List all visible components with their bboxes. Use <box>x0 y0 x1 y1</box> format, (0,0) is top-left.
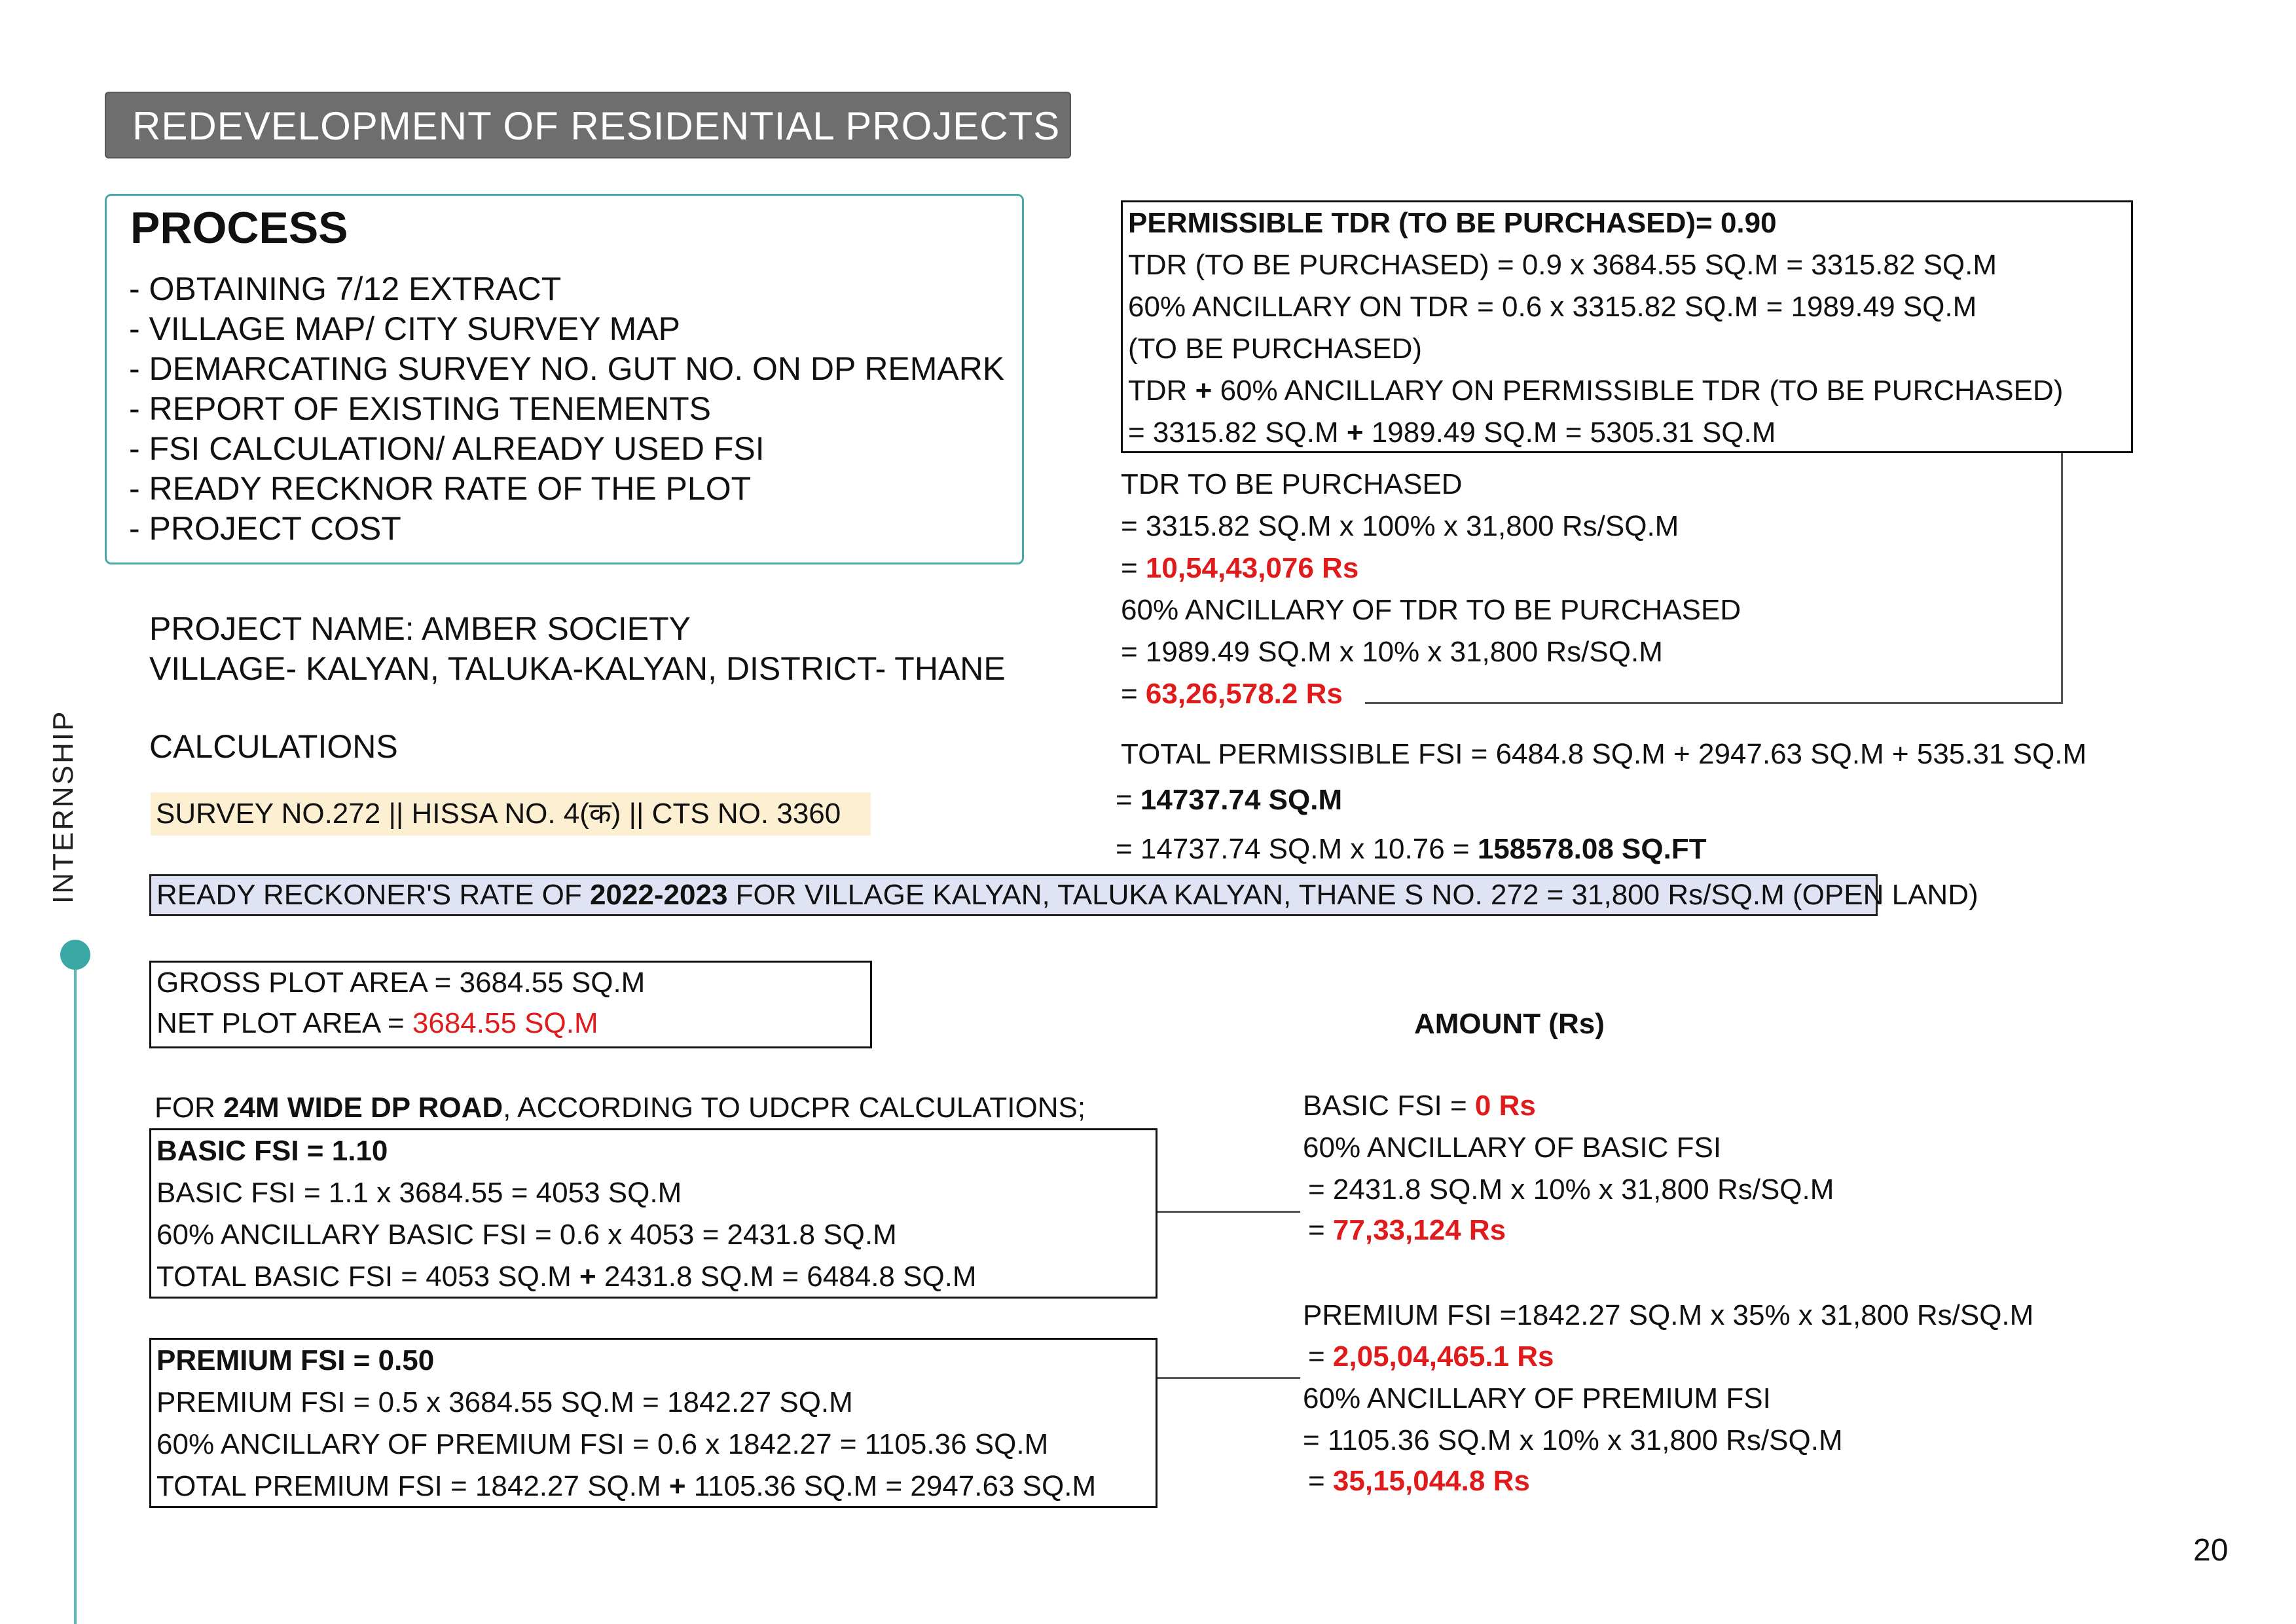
eq-sign: = <box>1116 784 1140 816</box>
timeline-dot <box>60 940 90 970</box>
tdr-sum-d: 1989.49 SQ.M = 5305.31 SQ.M <box>1363 416 1776 449</box>
total-fsi-sqm <box>1116 779 1342 821</box>
premium-total-b: 1105.36 SQ.M = 2947.63 SQ.M <box>685 1470 1097 1502</box>
basic-fsi-total <box>151 1256 1156 1298</box>
process-list <box>129 269 1004 549</box>
rr-prefix: READY RECKONER'S RATE OF <box>156 879 590 911</box>
premium-fsi-line: PREMIUM FSI = 0.5 x 3684.55 SQ.M = 1842.27 SQ.M <box>156 1386 853 1418</box>
process-item: - PROJECT COST <box>129 510 401 547</box>
tdr-line: TDR (TO BE PURCHASED) = 0.9 x 3684.55 SQ.M = 3315.82 SQ.M <box>1128 249 1997 281</box>
amount-premium-value: 2,05,04,465.1 Rs <box>1332 1340 1554 1373</box>
tdr-cost-result <box>1121 547 1741 589</box>
ready-reckoner-rate <box>149 874 1978 916</box>
page-number: 20 <box>2193 1533 2229 1568</box>
plot-area-box <box>149 961 872 1048</box>
process-item: - OBTAINING 7/12 EXTRACT <box>129 270 562 307</box>
tdr-ancillary-amount: 63,26,578.2 Rs <box>1145 678 1343 710</box>
road-suffix: , ACCORDING TO UDCPR CALCULATIONS; <box>503 1092 1086 1124</box>
basic-fsi-heading: BASIC FSI = 1.10 <box>156 1135 388 1167</box>
tdr-cost-calc: = 3315.82 SQ.M x 100% x 31,800 Rs/SQ.M <box>1121 510 1679 542</box>
total-fsi-sqft-prefix: = 14737.74 SQ.M x 10.76 = <box>1116 833 1478 865</box>
amount-anc-premium-value: 35,15,044.8 Rs <box>1332 1465 1530 1497</box>
process-item: - REPORT OF EXISTING TENEMENTS <box>129 390 712 427</box>
road-prefix: FOR <box>155 1092 224 1124</box>
plus-sign: + <box>1346 416 1364 449</box>
tdr-sum-b: 60% ANCILLARY ON PERMISSIBLE TDR (TO BE PURCHASED) <box>1212 375 2064 407</box>
road-width: 24M WIDE DP ROAD <box>223 1092 503 1124</box>
project-location: VILLAGE- KALYAN, TALUKA-KALYAN, DISTRICT- THANE <box>149 650 1006 687</box>
premium-fsi-ancillary: 60% ANCILLARY OF PREMIUM FSI = 0.6 x 1842.27 = 1105.36 SQ.M <box>156 1428 1049 1460</box>
process-item: - FSI CALCULATION/ ALREADY USED FSI <box>129 430 765 467</box>
gross-plot-area: GROSS PLOT AREA = 3684.55 SQ.M <box>156 967 646 999</box>
total-fsi-value: 14737.74 SQ.M <box>1140 784 1343 816</box>
amount-basic-label: BASIC FSI = <box>1303 1090 1475 1122</box>
process-item: - DEMARCATING SURVEY NO. GUT NO. ON DP REMARK <box>129 350 1005 387</box>
tdr-box <box>1121 200 2133 453</box>
amount-basic <box>1303 1085 1536 1127</box>
tdr-ancillary-calc: = 1989.49 SQ.M x 10% x 31,800 Rs/SQ.M <box>1121 636 1663 668</box>
plus-sign: + <box>1195 375 1212 407</box>
amount-anc-basic-value: 77,33,124 Rs <box>1332 1214 1506 1246</box>
eq-sign: = <box>1308 1214 1333 1246</box>
net-plot-value: 3684.55 SQ.M <box>412 1007 598 1039</box>
tdr-heading: PERMISSIBLE TDR (TO BE PURCHASED)= 0.90 <box>1128 207 1777 239</box>
calculations-heading: CALCULATIONS <box>149 728 398 765</box>
amount-anc-basic <box>1308 1209 1506 1251</box>
process-heading: PROCESS <box>130 203 348 253</box>
tdr-cost-label: TDR TO BE PURCHASED <box>1121 468 1463 500</box>
amount-anc-premium-label: 60% ANCILLARY OF PREMIUM FSI <box>1303 1382 1771 1414</box>
amount-premium <box>1308 1336 1554 1378</box>
connector-line <box>1157 1211 1300 1213</box>
amount-anc-basic-calc: = 2431.8 SQ.M x 10% x 31,800 Rs/SQ.M <box>1308 1173 1834 1206</box>
tdr-ancillary-result <box>1121 673 1741 715</box>
page-title: REDEVELOPMENT OF RESIDENTIAL PROJECTS <box>105 92 1071 158</box>
rr-suffix: FOR VILLAGE KALYAN, TALUKA KALYAN, THANE S NO. 272 = 31,800 Rs/SQ.M (OPEN LAND) <box>727 879 1978 911</box>
premium-total-a: TOTAL PREMIUM FSI = 1842.27 SQ.M <box>156 1470 669 1502</box>
process-item: - VILLAGE MAP/ CITY SURVEY MAP <box>129 310 680 347</box>
road-note <box>155 1087 1085 1129</box>
bracket-line <box>1365 702 2063 704</box>
tdr-cost-block <box>1121 464 1741 715</box>
net-plot-area <box>151 1003 870 1044</box>
amount-anc-basic-label: 60% ANCILLARY OF BASIC FSI <box>1303 1132 1722 1164</box>
amount-anc-premium-calc: = 1105.36 SQ.M x 10% x 31,800 Rs/SQ.M <box>1303 1424 1843 1456</box>
plus-sign: + <box>668 1470 686 1502</box>
amount-premium-calc: PREMIUM FSI =1842.27 SQ.M x 35% x 31,800 Rs/SQ.M <box>1303 1299 2034 1331</box>
side-label: INTERNSHIP <box>47 709 79 904</box>
process-box <box>105 194 1024 564</box>
tdr-sum-a: TDR <box>1128 375 1195 407</box>
process-item: - READY RECKNOR RATE OF THE PLOT <box>129 470 752 507</box>
project-name: PROJECT NAME: AMBER SOCIETY <box>149 610 691 647</box>
basic-total-a: TOTAL BASIC FSI = 4053 SQ.M <box>156 1261 579 1293</box>
timeline-line <box>74 969 77 1624</box>
basic-fsi-ancillary: 60% ANCILLARY BASIC FSI = 0.6 x 4053 = 2431.8 SQ.M <box>156 1219 897 1251</box>
premium-fsi-total <box>151 1466 1156 1507</box>
total-fsi-sqft-value: 158578.08 SQ.FT <box>1477 833 1707 865</box>
survey-info: SURVEY NO.272 || HISSA NO. 4(क) || CTS NO. 3360 <box>151 792 871 836</box>
tdr-note: (TO BE PURCHASED) <box>1128 333 1423 365</box>
eq-sign: = <box>1121 678 1146 710</box>
total-fsi-sqft <box>1116 828 1707 870</box>
net-plot-label: NET PLOT AREA = <box>156 1007 412 1039</box>
eq-sign: = <box>1121 552 1146 584</box>
tdr-sum-c: = 3315.82 SQ.M <box>1128 416 1347 449</box>
connector-line <box>1157 1377 1300 1379</box>
rr-year: 2022-2023 <box>590 879 728 911</box>
bracket-line <box>2061 453 2063 703</box>
tdr-sum-value <box>1123 412 2131 454</box>
basic-fsi-box <box>149 1128 1157 1299</box>
eq-sign: = <box>1308 1340 1333 1373</box>
premium-fsi-box <box>149 1338 1157 1508</box>
tdr-ancillary: 60% ANCILLARY ON TDR = 0.6 x 3315.82 SQ.M = 1989.49 SQ.M <box>1128 291 1977 323</box>
basic-fsi-line: BASIC FSI = 1.1 x 3684.55 = 4053 SQ.M <box>156 1177 682 1209</box>
amount-anc-premium <box>1308 1460 1530 1502</box>
basic-total-b: 2431.8 SQ.M = 6484.8 SQ.M <box>596 1261 977 1293</box>
total-fsi-line: TOTAL PERMISSIBLE FSI = 6484.8 SQ.M + 2947.63 SQ.M + 535.31 SQ.M <box>1121 738 2087 770</box>
tdr-ancillary-label: 60% ANCILLARY OF TDR TO BE PURCHASED <box>1121 594 1741 626</box>
eq-sign: = <box>1308 1465 1333 1497</box>
amount-basic-value: 0 Rs <box>1474 1090 1536 1122</box>
premium-fsi-heading: PREMIUM FSI = 0.50 <box>156 1344 435 1376</box>
tdr-sum-label <box>1123 370 2131 412</box>
tdr-cost-amount: 10,54,43,076 Rs <box>1145 552 1359 584</box>
amount-heading: AMOUNT (Rs) <box>1414 1008 1605 1040</box>
plus-sign: + <box>579 1261 596 1293</box>
